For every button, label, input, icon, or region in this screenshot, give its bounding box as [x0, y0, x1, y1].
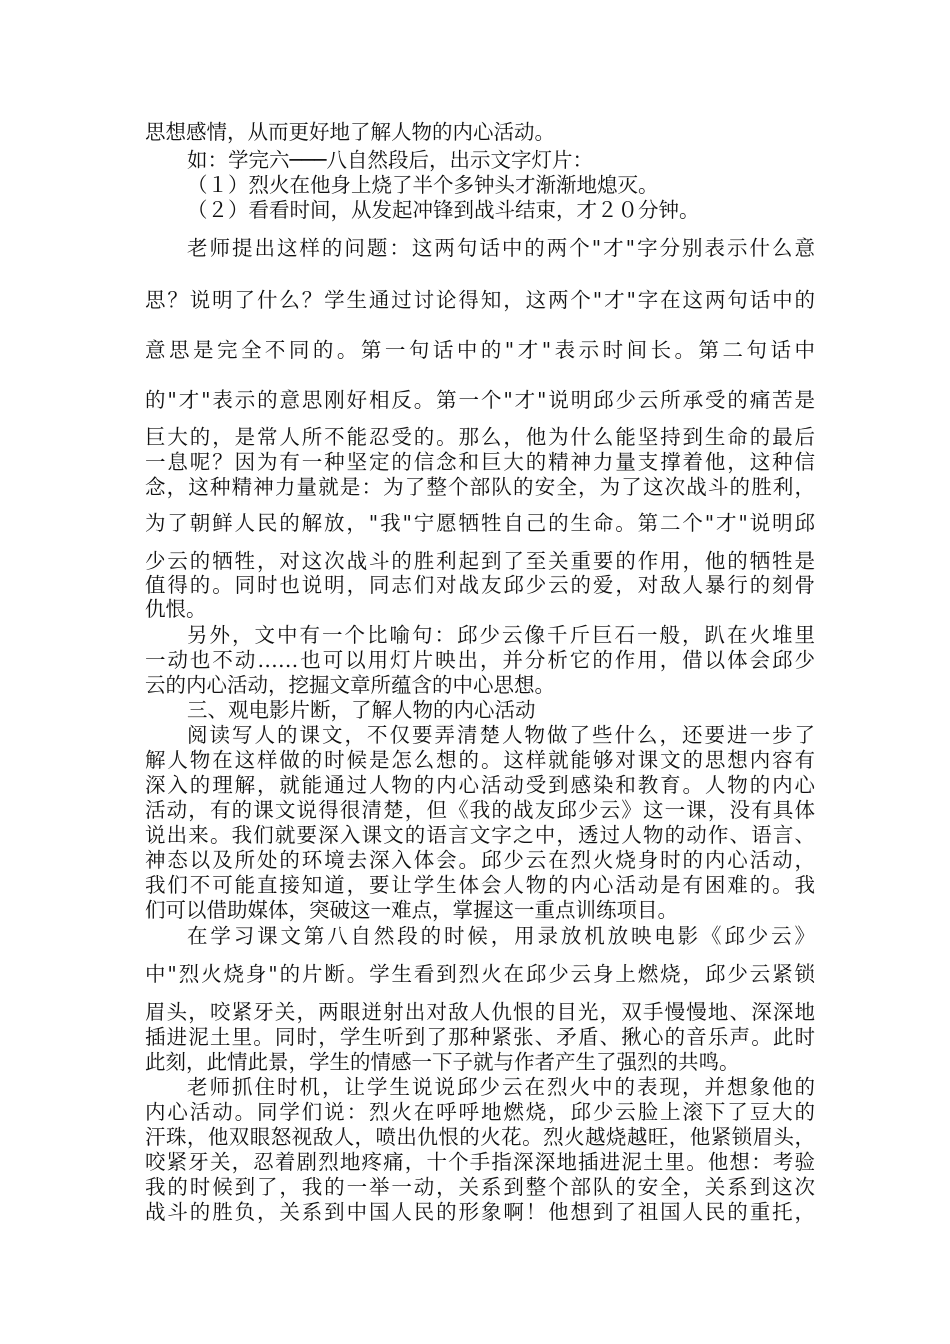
text-line: 老师抓住时机，让学生说说邱少云在烈火中的表现，并想象他的 — [187, 1075, 815, 1099]
text-line: 为了朝鲜人民的解放，"我"宁愿牺牲自己的生命。第二个"才"说明邱 — [145, 511, 815, 535]
text-line: 内心活动。同学们说：烈火在呼呼地燃烧，邱少云脸上滚下了豆大的 — [145, 1100, 815, 1124]
text-line: 我的时候到了，我的一举一动，关系到整个部队的安全，关系到这次 — [145, 1175, 815, 1199]
text-line: 中"烈火烧身"的片断。学生看到烈火在邱少云身上燃烧，邱少云紧锁 — [145, 962, 815, 986]
text-line: 眉头，咬紧牙关，两眼迸射出对敌人仇恨的目光，双手慢慢地、深深地 — [145, 1000, 815, 1024]
text-line: 一息呢？因为有一种坚定的信念和巨大的精神力量支撑着他，这种信 — [145, 450, 815, 474]
text-line: （２）看看时间，从发起冲锋到战斗结束，才２０分钟。 — [187, 198, 700, 222]
text-line: 念，这种精神力量就是：为了整个部队的安全，为了这次战斗的胜利， — [145, 475, 815, 499]
text-line: 一动也不动……也可以用灯片映出，并分析它的作用，借以体会邱少 — [145, 648, 815, 672]
text-line: 神态以及所处的环境去深入体会。邱少云在烈火烧身时的内心活动， — [145, 848, 815, 872]
text-line: 如：学完六───八自然段后，出示文字灯片： — [187, 148, 594, 172]
text-line: 我们不可能直接知道，要让学生体会人物的内心活动是有困难的。我 — [145, 873, 815, 897]
text-line: 巨大的，是常人所不能忍受的。那么，他为什么能坚持到生命的最后 — [145, 425, 815, 449]
text-line: 值得的。同时也说明，同志们对战友邱少云的爱，对敌人暴行的刻骨 — [145, 573, 815, 597]
text-line: 此刻，此情此景，学生的情感一下子就与作者产生了强烈的共鸣。 — [145, 1050, 740, 1074]
text-line: 仇恨。 — [145, 597, 207, 621]
text-line: 解人物在这样做的时候是怎么想的。这样就能够对课文的思想内容有 — [145, 748, 815, 772]
text-line: 在学习课文第八自然段的时候，用录放机放映电影《邱少云》 — [187, 924, 815, 948]
text-line: 思？说明了什么？学生通过讨论得知，这两个"才"字在这两句话中的 — [145, 288, 815, 312]
text-line: 意思是完全不同的。第一句话中的"才"表示时间长。第二句话中 — [145, 338, 815, 362]
text-line: 云的内心活动，挖掘文章所蕴含的中心思想。 — [145, 673, 555, 697]
text-line: 活动，有的课文说得很清楚，但《我的战友邱少云》这一课，没有具体 — [145, 798, 815, 822]
text-line: 说出来。我们就要深入课文的语言文字之中，透过人物的动作、语言、 — [145, 823, 815, 847]
section-heading: 三、观电影片断，了解人物的内心活动 — [187, 698, 536, 722]
text-line: 战斗的胜负，关系到中国人民的形象啊！他想到了祖国人民的重托， — [145, 1200, 815, 1224]
text-line: 老师提出这样的问题：这两句话中的两个"才"字分别表示什么意 — [187, 236, 815, 260]
text-line: 咬紧牙关，忍着剧烈地疼痛，十个手指深深地插进泥土里。他想：考验 — [145, 1150, 815, 1174]
text-line: 汗珠，他双眼怒视敌人，喷出仇恨的火花。烈火越烧越旺，他紧锁眉头， — [145, 1125, 815, 1149]
text-line: 深入的理解，就能通过人物的内心活动受到感染和教育。人物的内心 — [145, 773, 815, 797]
text-line: 少云的牺牲，对这次战斗的胜利起到了至关重要的作用，他的牺牲是 — [145, 549, 815, 573]
text-line: （１）烈火在他身上烧了半个多钟头才渐渐地熄灭。 — [187, 173, 659, 197]
text-line: 们可以借助媒体，突破这一难点，掌握这一重点训练项目。 — [145, 898, 678, 922]
text-line: 插进泥土里。同时，学生听到了那种紧张、矛盾、揪心的音乐声。此时 — [145, 1025, 815, 1049]
text-line: 阅读写人的课文，不仅要弄清楚人物做了些什么，还要进一步了 — [187, 723, 815, 747]
text-line: 思想感情，从而更好地了解人物的内心活动。 — [145, 120, 555, 144]
text-line: 的"才"表示的意思刚好相反。第一个"才"说明邱少云所承受的痛苦是 — [145, 388, 815, 412]
text-line: 另外，文中有一个比喻句：邱少云像千斤巨石一般，趴在火堆里 — [187, 623, 815, 647]
